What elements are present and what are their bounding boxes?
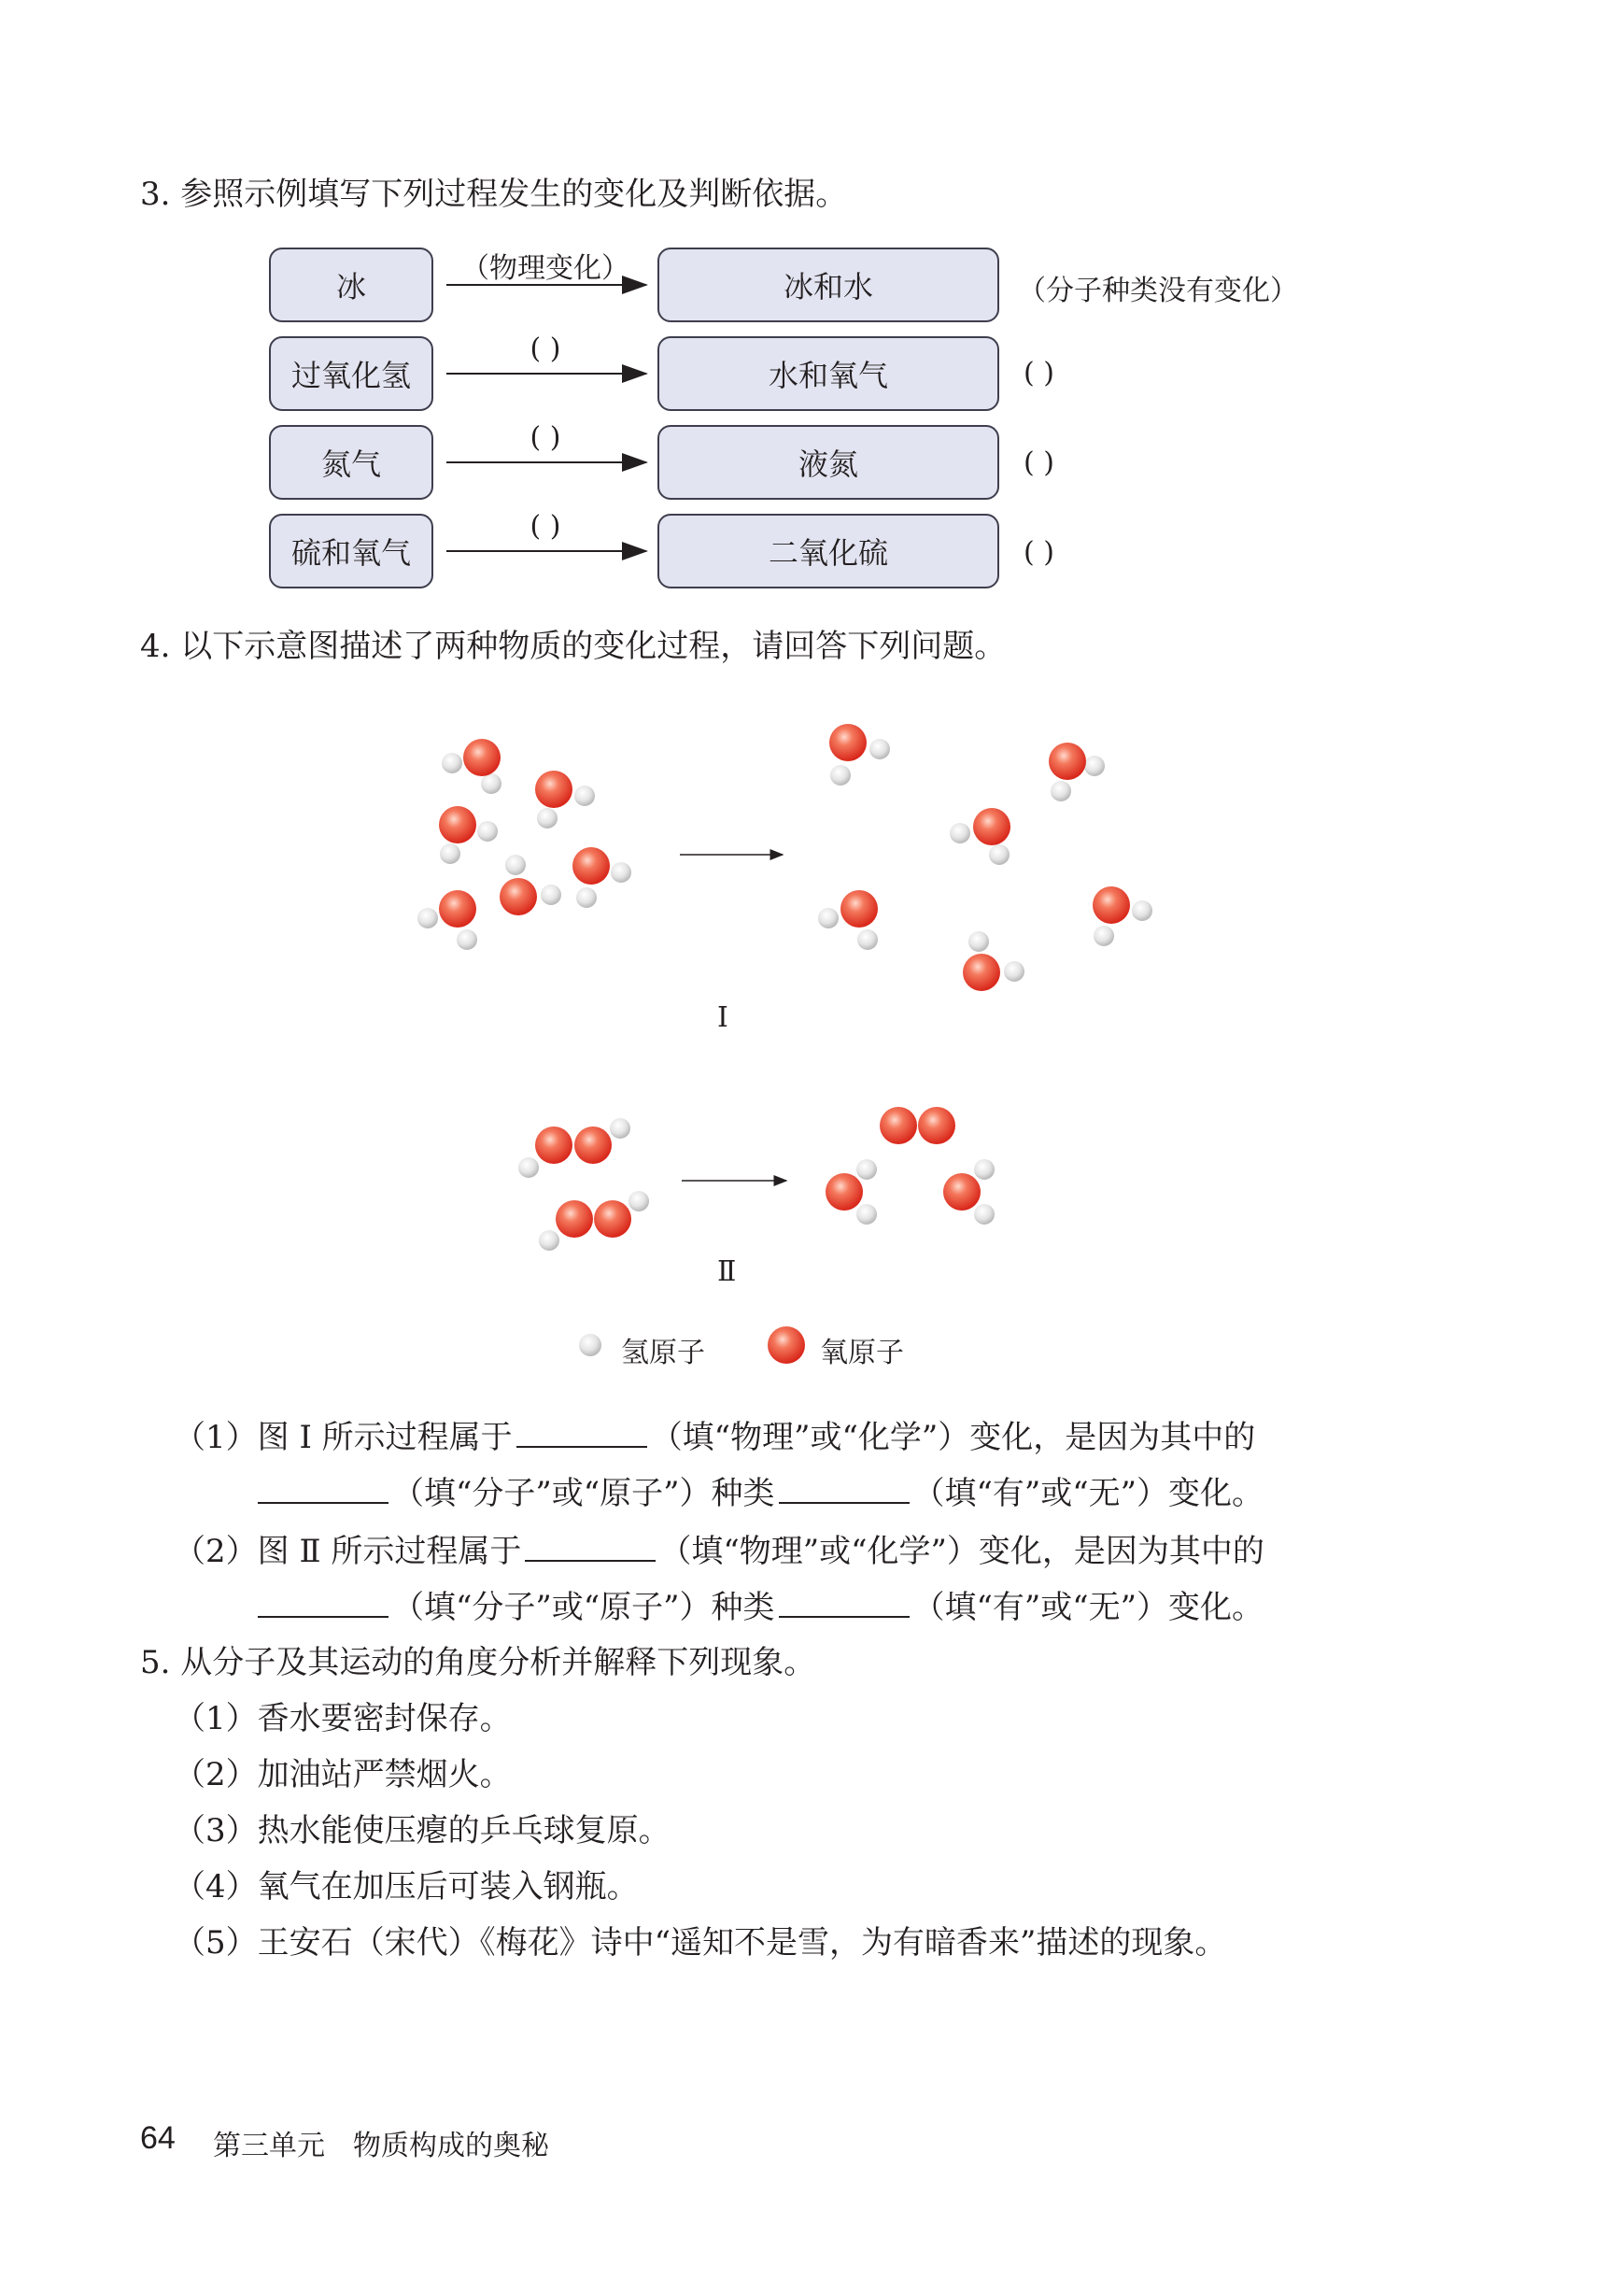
- figure-II-label: Ⅱ: [717, 1255, 737, 1288]
- change-label: （物理变化）: [461, 252, 629, 285]
- reactant-box: 冰: [269, 248, 433, 322]
- oxygen-legend-icon: [768, 1326, 805, 1364]
- sub1-text-c: （填“分子”或“原子”）种类: [392, 1475, 775, 1512]
- sub2-text-c: （填“分子”或“原子”）种类: [392, 1589, 775, 1626]
- reactant-box: 过氧化氢: [269, 336, 433, 411]
- sub1-text-b: （填“物理”或“化学”）变化，是因为其中的: [650, 1419, 1256, 1456]
- sub2-text-a: （2）图 Ⅱ 所示过程属于: [174, 1533, 522, 1570]
- q4-sub1-line1: [174, 1418, 1255, 1456]
- water-molecule: [943, 1159, 995, 1225]
- o2-molecule: [880, 1107, 955, 1144]
- answer-blank[interactable]: [779, 1588, 910, 1618]
- q4-sub1-line2: [254, 1474, 1264, 1512]
- sub1-text-a: （1）图 Ⅰ 所示过程属于: [174, 1419, 513, 1456]
- q4-title: 4. 以下示意图描述了两种物质的变化过程，请回答下列问题。: [140, 628, 1007, 665]
- q5-item: （3）热水能使压瘪的乒乓球复原。: [174, 1812, 671, 1849]
- product-box: 水和氧气: [657, 336, 999, 411]
- reason-blank: ( ): [1024, 536, 1054, 569]
- q4-sub2-line1: [174, 1532, 1264, 1570]
- q5-item: （5）王安石（宋代）《梅花》诗中“遥知不是雪，为有暗香来”描述的现象。: [174, 1924, 1227, 1962]
- sub2-text-d: （填“有”或“无”）变化。: [912, 1589, 1264, 1626]
- answer-blank[interactable]: [779, 1474, 910, 1504]
- reactant-box: 氮气: [269, 425, 433, 500]
- product-box: 二氧化硫: [657, 514, 999, 588]
- h2o2-molecule: [518, 1118, 630, 1178]
- page-number: 64: [140, 2120, 176, 2156]
- water-molecule: [439, 806, 498, 864]
- product-box: 冰和水: [657, 248, 999, 322]
- water-molecule: [1093, 886, 1152, 946]
- sub1-text-d: （填“有”或“无”）变化。: [912, 1475, 1264, 1512]
- hydrogen-legend-icon: [579, 1334, 601, 1356]
- q5-title: 5. 从分子及其运动的角度分析并解释下列现象。: [140, 1644, 816, 1681]
- answer-blank[interactable]: [258, 1474, 388, 1504]
- q5-item: （1）香水要密封保存。: [174, 1700, 512, 1737]
- figure-I-products: [818, 724, 1152, 991]
- q3-arrows: [0, 0, 1624, 654]
- molecule-figure: [0, 691, 1624, 1382]
- reactant-box: 硫和氧气: [269, 514, 433, 588]
- sub2-text-b: （填“物理”或“化学”）变化，是因为其中的: [659, 1533, 1264, 1570]
- water-molecule: [950, 808, 1010, 865]
- q4-sub2-line2: [254, 1588, 1264, 1626]
- water-molecule: [826, 1159, 877, 1225]
- reason-blank: ( ): [1024, 357, 1054, 390]
- water-molecule: [818, 890, 878, 950]
- answer-blank[interactable]: [525, 1532, 656, 1562]
- reason-text: （分子种类没有变化）: [1018, 275, 1298, 307]
- answer-blank[interactable]: [258, 1588, 388, 1618]
- figure-I-label: Ⅰ: [717, 1001, 728, 1034]
- water-molecule: [963, 931, 1024, 991]
- water-molecule: [442, 739, 501, 794]
- figure-II-products: [826, 1107, 995, 1225]
- product-box: 液氮: [657, 425, 999, 500]
- q3-title: 3. 参照示例填写下列过程发生的变化及判断依据。: [140, 176, 848, 213]
- change-blank: ( ): [530, 510, 561, 543]
- water-molecule: [417, 890, 477, 950]
- change-blank: ( ): [530, 421, 561, 454]
- q5-item: （4）氧气在加压后可装入钢瓶。: [174, 1868, 639, 1905]
- figure-I-reactants: [417, 739, 631, 950]
- change-blank: ( ): [530, 333, 561, 365]
- answer-blank[interactable]: [516, 1418, 647, 1448]
- water-molecule: [535, 771, 595, 829]
- reason-blank: ( ): [1024, 446, 1054, 479]
- unit-title: 物质构成的奥秘: [353, 2130, 549, 2162]
- unit-label: 第三单元: [213, 2130, 325, 2162]
- legend-hydrogen: 氢原子: [621, 1337, 705, 1369]
- legend-oxygen: 氧原子: [820, 1337, 904, 1369]
- water-molecule: [1049, 743, 1105, 801]
- q5-item: （2）加油站严禁烟火。: [174, 1756, 512, 1793]
- figure-II-reactants: [518, 1118, 649, 1251]
- h2o2-molecule: [539, 1191, 649, 1251]
- water-molecule: [829, 724, 890, 786]
- water-molecule: [500, 878, 561, 915]
